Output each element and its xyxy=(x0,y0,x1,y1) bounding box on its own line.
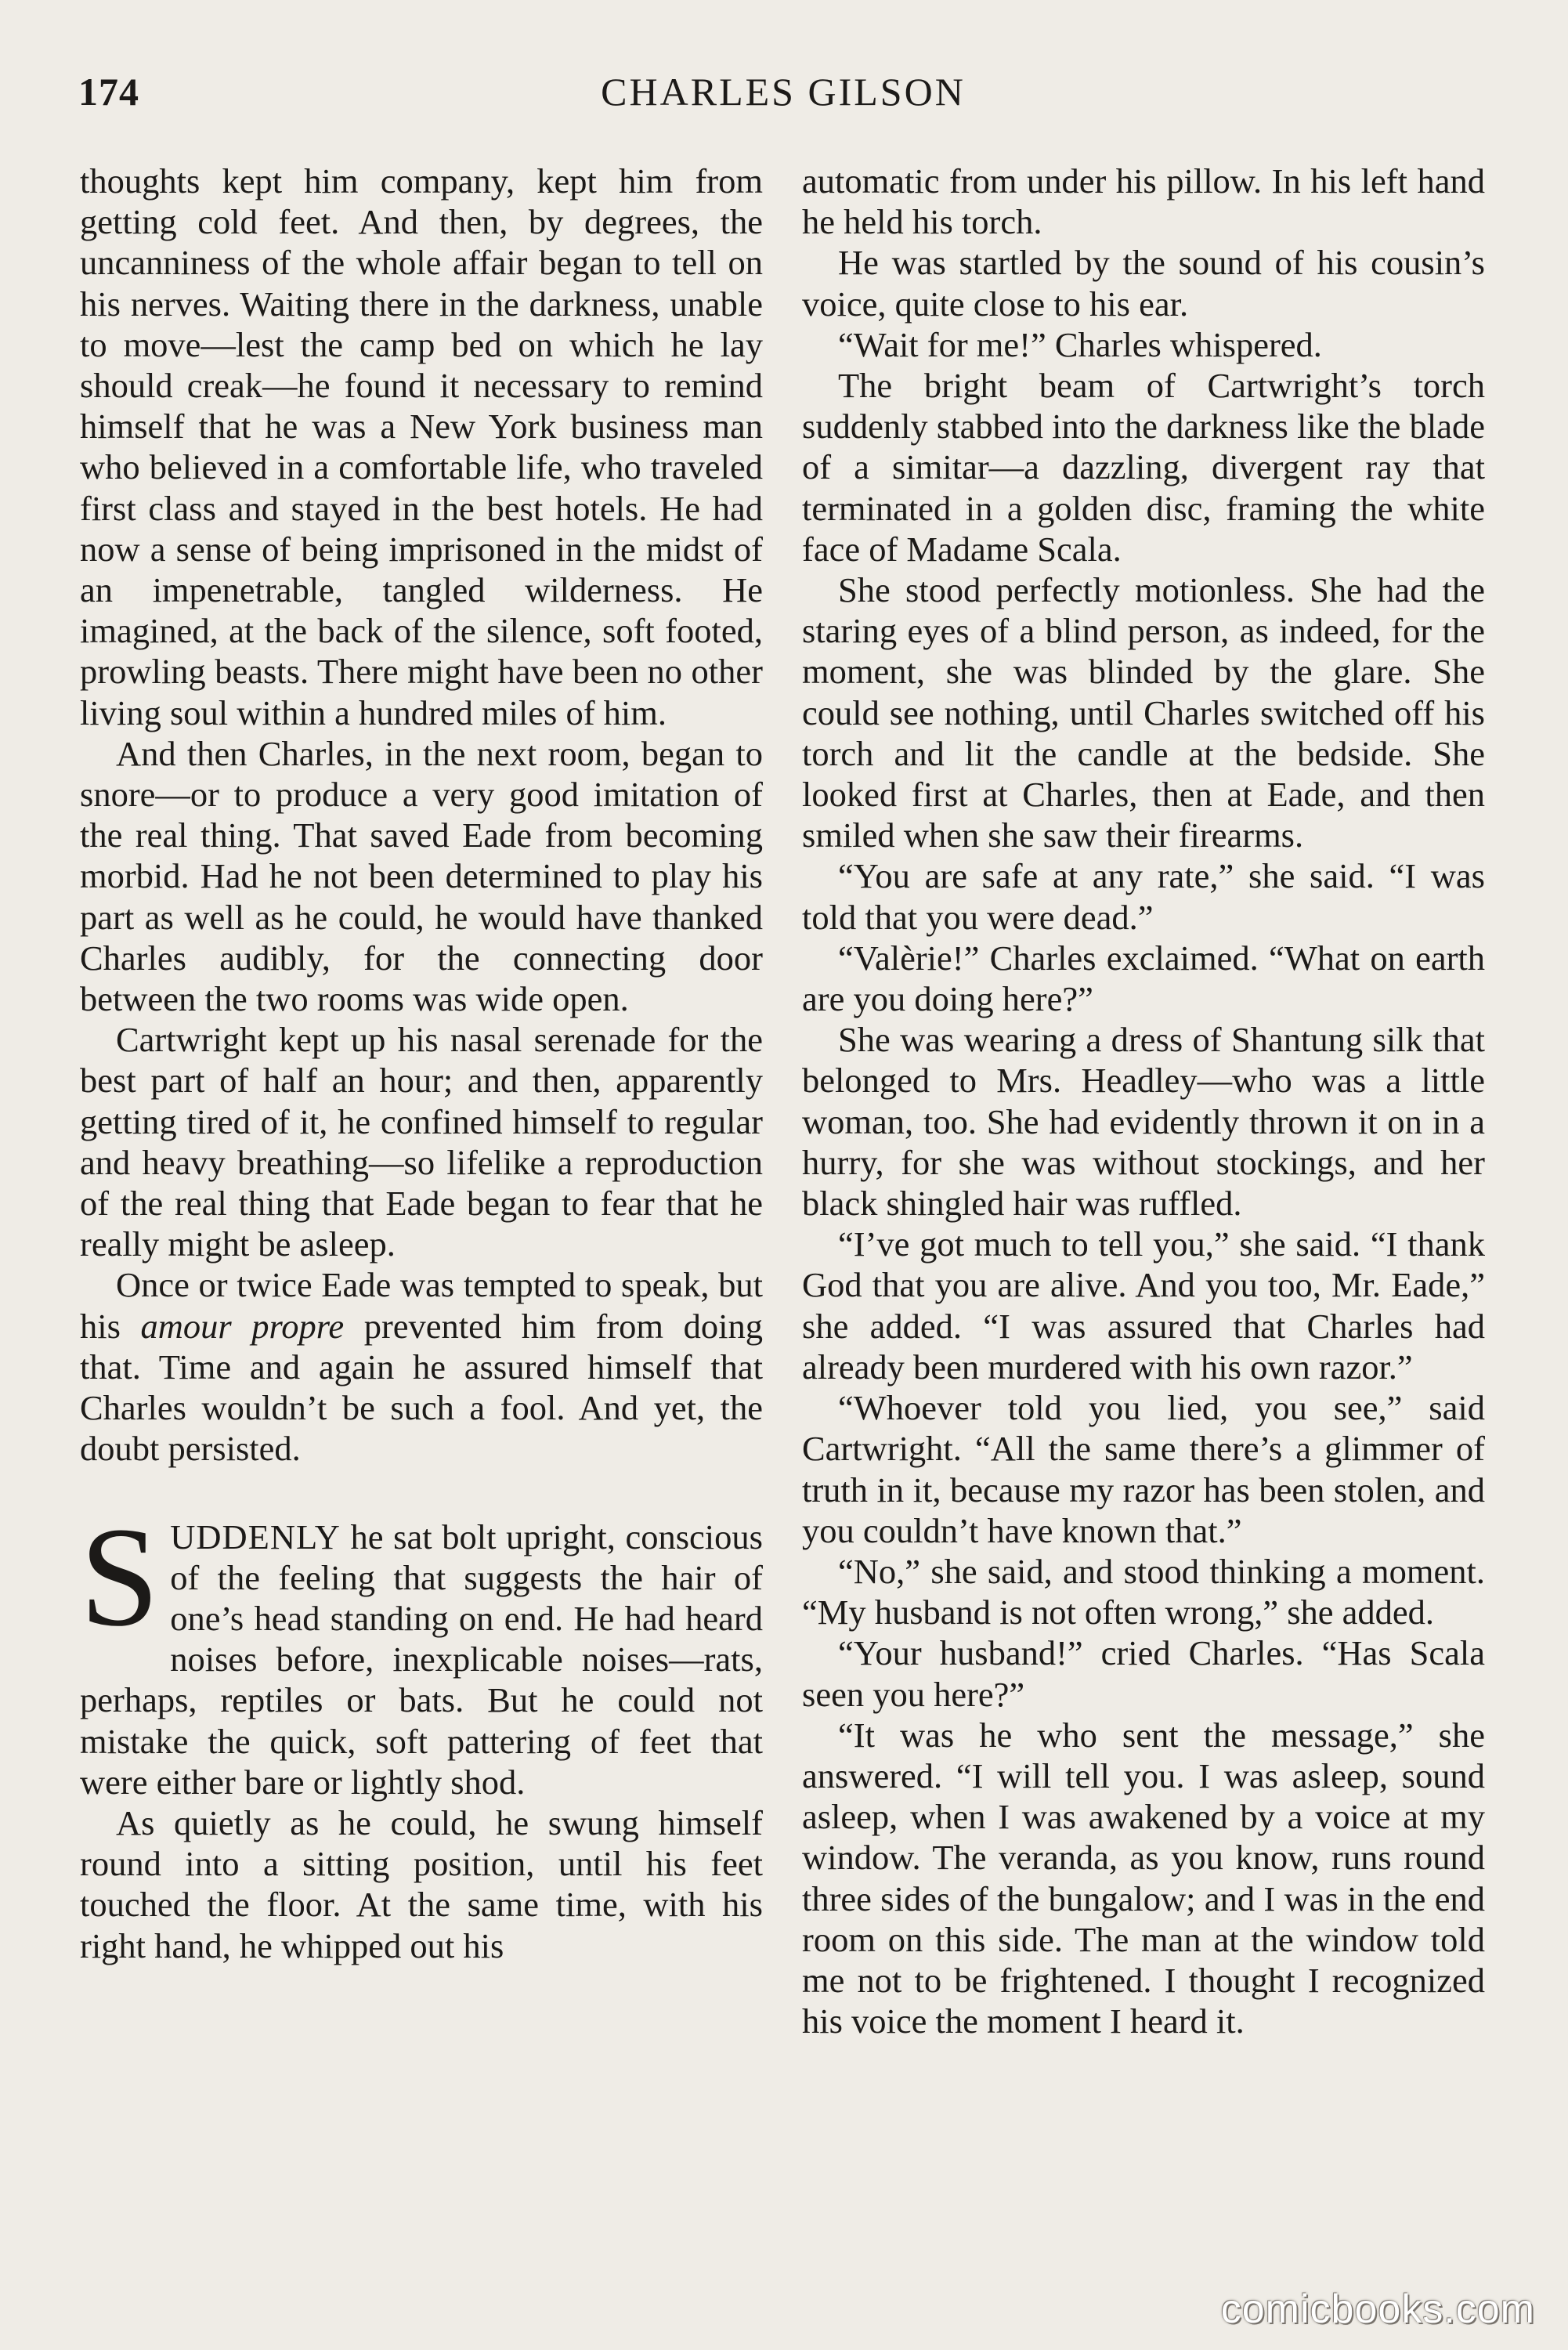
paragraph xyxy=(80,1264,763,1469)
paragraph-text: Once or twice Eade was tempted to speak, but his xyxy=(80,1265,763,1346)
watermark: comicbooks.com xyxy=(1220,2287,1535,2332)
left-column xyxy=(80,161,763,1966)
paragraph: “Whoever told you lied, you see,” said Cartwright. “All the same there’s a glimmer of truth in it, because my razor has been stolen, and you couldn’t have known that.” xyxy=(802,1388,1485,1550)
drop-cap: S xyxy=(80,1498,160,1656)
section-opening-paragraph xyxy=(80,1498,763,1802)
paragraph: He was startled by the sound of his cousin’s voice, quite close to his ear. xyxy=(802,243,1485,324)
paragraph: “Valèrie!” Charles exclaimed. “What on earth are you doing here?” xyxy=(802,938,1485,1019)
paragraph: “Wait for me!” Charles whispered. xyxy=(838,324,1322,364)
paragraph: As quietly as he could, he swung himself round into a sitting position, until his feet touched the floor. At the same time, with his right hand, he whipped out his xyxy=(80,1802,763,1965)
paragraph: She was wearing a dress of Shantung silk that belonged to Mrs. Headley—who was a little woman, too. She had evidently thrown it on in a hurry, for she was without stockings, and her black shingled hair was ruffled. xyxy=(802,1020,1485,1224)
paragraph-text: prevented him from doing that. Time and again he assured himself that Charles wouldn’t be such a fool. And yet, the doubt persisted. xyxy=(80,1306,763,1469)
paragraph: “It was he who sent the message,” she answered. “I will tell you. I was asleep, sound asleep, when I was awakened by a voice at my window. The veranda, as you know, runs round three sides of the bungalow; and I was in the end room on this side. The man at the window told me not to be frightened. I thought I recognized his voice the moment I heard it. xyxy=(802,1715,1485,2041)
page-number: 174 xyxy=(78,70,139,114)
paragraph: thoughts kept him company, kept him from getting cold feet. And then, by degrees, the uncanniness of the whole affair began to tell on his nerves. Waiting there in the darkness, unable to move—lest the camp bed on which he lay should creak—he found it necessary to remind himself that he was a New York business man who believed in a comfortable life, who traveled first class and stayed in the best hotels. He had now a sense of being imprisoned in the midst of an impenetrable, tangled wilderness. He imagined, at the back of the silence, soft footed, prowling beasts. There might have been no other living soul within a hundred miles of him. xyxy=(80,161,763,732)
paragraph: She stood perfectly motionless. She had the staring eyes of a blind person, as indeed, for the moment, she was blinded by the glare. She could see nothing, until Charles switched off his torch and lit the candle at the bedside. She looked first at Charles, then at Eade, and then smiled when she saw their firearms. xyxy=(802,570,1485,855)
lead-in-caps: UDDENLY xyxy=(170,1517,341,1556)
paragraph: Cartwright kept up his nasal serenade for the best part of half an hour; and then, apparently getting tired of it, he confined himself to regular and heavy breathing—so lifelike a reproduction of the real thing that Eade began to fear that he really might be asleep. xyxy=(80,1020,763,1264)
paragraph: “No,” she said, and stood thinking a moment. “My husband is not often wrong,” she added. xyxy=(802,1551,1485,1632)
paragraph: The bright beam of Cartwright’s torch suddenly stabbed into the darkness like the blade of a simitar—a dazzling, divergent ray that terminated in a golden disc, framing the white face of Madame Scala. xyxy=(802,366,1485,569)
paragraph-text: he sat bolt upright, conscious of the feeling that suggests the hair of one’s head standing on end. He had heard noises before, inexplicable noises—rats, perhaps, reptiles or bats. But he could not mistake the quick, soft pattering of feet that were either bare or lightly shod. xyxy=(80,1517,763,1802)
paragraph: automatic from under his pillow. In his left hand he held his torch. xyxy=(802,161,1485,242)
running-head: CHARLES GILSON xyxy=(601,70,966,114)
right-column xyxy=(802,161,1485,2041)
italic-phrase: amour propre xyxy=(140,1306,345,1346)
page-header xyxy=(78,69,1488,124)
paragraph: And then Charles, in the next room, began to snore—or to produce a very good imitation of the real thing. That saved Eade from becoming morbid. Had he not been determined to play his part as well as he could, he would have thanked Charles audibly, for the connecting door between the two rooms was wide open. xyxy=(80,733,763,1019)
paragraph: “You are safe at any rate,” she said. “I was told that you were dead.” xyxy=(802,856,1485,937)
paragraph: “I’ve got much to tell you,” she said. “I thank God that you are alive. And you too, Mr. Eade,” she added. “I was assured that Charles had already been murdered with his own razor.” xyxy=(802,1224,1485,1386)
paragraph: “Your husband!” cried Charles. “Has Scala seen you here?” xyxy=(802,1633,1485,1714)
